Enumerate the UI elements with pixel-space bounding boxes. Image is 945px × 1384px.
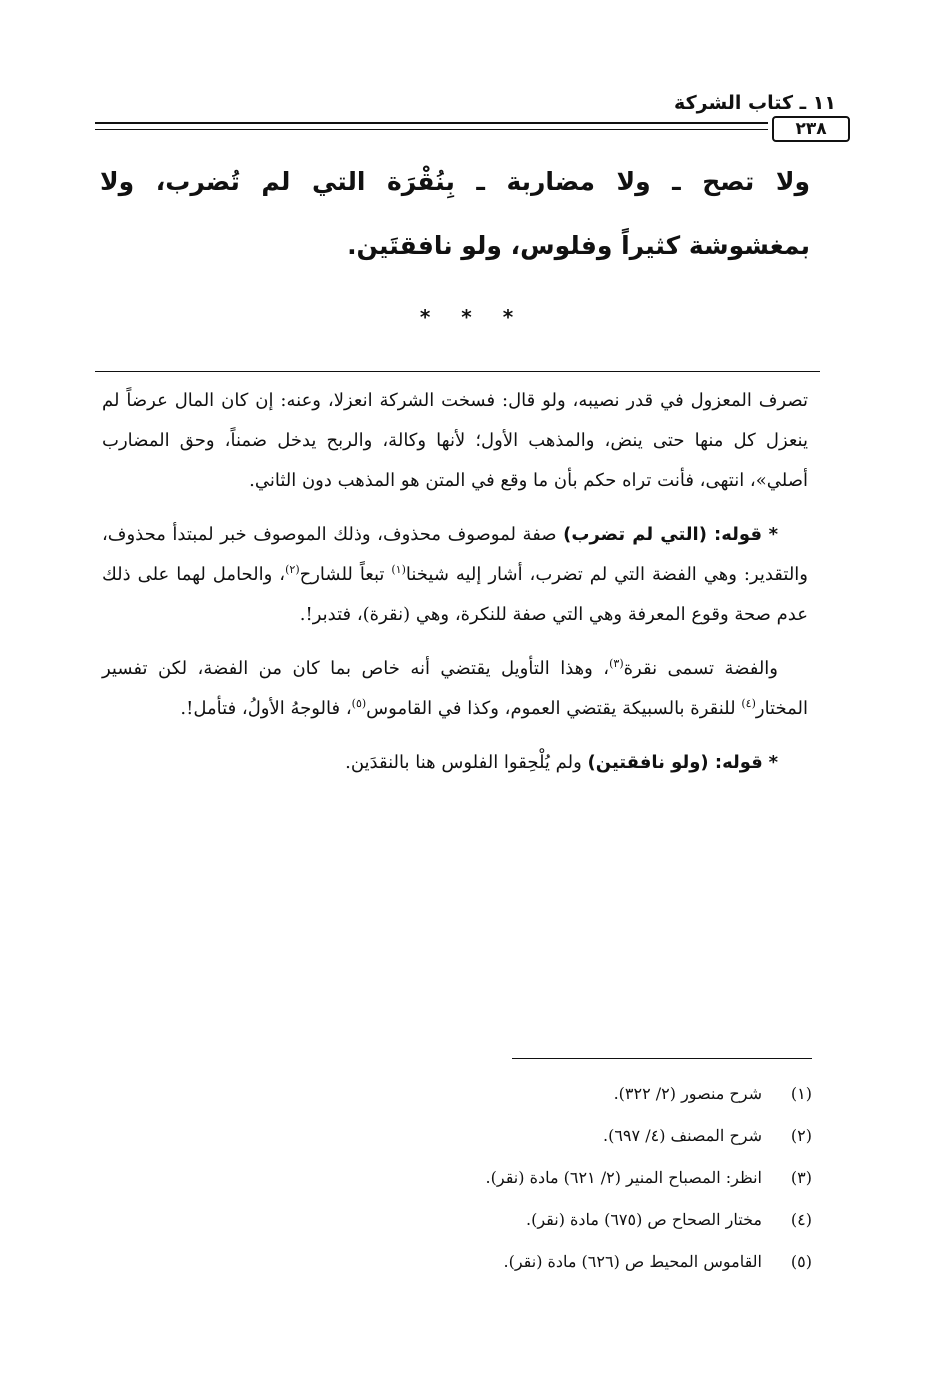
footnote-item (100, 1199, 812, 1241)
footnote-number: (٣) (790, 1168, 812, 1187)
quoted-lemma: قوله: (ولو نافقتين) (587, 752, 763, 773)
paragraph-text: والفضة تسمى نقرة (623, 658, 778, 679)
quoted-lemma: قوله: (التي لم تضرب) (563, 524, 762, 545)
paragraph-text: تبعاً للشارح (299, 564, 392, 585)
footnote-item (100, 1073, 812, 1115)
footnote-number: (٤) (790, 1210, 812, 1229)
footnote-ref-4[interactable]: (٤) (741, 697, 756, 710)
footnote-ref-3[interactable]: (٣) (609, 657, 624, 670)
footnote-rule (512, 1058, 812, 1059)
paragraph-text: ، وهذا التأويل يقتضي أنه خاص بما كان من الفضة، لكن تفسير المختار (102, 658, 808, 719)
commentary-paragraph-2 (102, 515, 808, 635)
paragraph-text: ، فالوجهُ الأولُ، فتأمل!. (180, 698, 352, 719)
footnote-text: شرح منصور (٢/ ٣٢٢). (613, 1084, 762, 1103)
footnote-ref-2[interactable]: (٢) (285, 563, 300, 576)
footnote-number: (١) (790, 1084, 812, 1103)
paragraph-text: ولم يُلْحِقوا الفلوس هنا بالنقدَين. (345, 752, 588, 773)
footnote-number: (٥) (790, 1252, 812, 1271)
main-text: ولا تصح ـ ولا مضاربة ـ بِنُقْرَة التي لم تُضرب، ولا بمغشوشة كثيراً وفلوس، ولو نافقتَين. (100, 167, 810, 260)
commentary-separator-rule (95, 371, 820, 372)
section-separator-stars: * * * (419, 305, 526, 329)
header-rule-thin (95, 129, 768, 130)
footnote-ref-5[interactable]: (٥) (351, 697, 367, 710)
commentary-paragraph-4 (102, 743, 808, 783)
page-number: ٢٣٨ (772, 116, 850, 142)
footnote-number: (٢) (790, 1126, 812, 1145)
footnote-item (100, 1241, 812, 1283)
footnote-text: القاموس المحيط ص (٦٢٦) مادة (نقر). (503, 1252, 762, 1271)
footnotes (100, 1073, 812, 1283)
commentary (102, 381, 808, 797)
footnote-item (100, 1115, 812, 1157)
page-header (95, 92, 850, 142)
footnote-text: مختار الصحاح ص (٦٧٥) مادة (نقر). (526, 1210, 762, 1229)
commentary-paragraph-3 (102, 649, 808, 729)
header-rule-thick (95, 122, 768, 124)
footnote-text: انظر: المصباح المنير (٢/ ٦٢١) مادة (نقر). (485, 1168, 762, 1187)
footnote-text: شرح المصنف (٤/ ٦٩٧). (603, 1126, 762, 1145)
footnote-ref-1[interactable]: (١) (391, 563, 406, 576)
paragraph-text: ، والحامل لهما على ذلك عدم صحة وقوع المعرفة وهي التي صفة للنكرة، وهي (نقرة)، فتدبر!. (102, 564, 808, 625)
star-marker: * (768, 752, 778, 773)
chapter-title: ١١ ـ كتاب الشركة (674, 92, 836, 114)
commentary-paragraph-1: تصرف المعزول في قدر نصيبه، ولو قال: فسخت الشركة انعزلا، وعنه: إن كان المال عرضاً لم ينعزل كل منها حتى ينض، والمذهب الأول؛ لأنها وكالة، والربح يدخل ضمناً، وحق المضارب أصلي»، انتهى، فأنت تراه حكم بأن ما وقع في المتن هو المذهب دون الثاني. (102, 390, 808, 491)
paragraph-text: للنقرة بالسبيكة يقتضي العموم، وكذا في القاموس (366, 698, 742, 719)
main-text-block (100, 150, 810, 278)
star-marker: * (768, 524, 778, 545)
paragraph-text: صفة لموصوف محذوف، وذلك الموصوف خبر لمبتدأ محذوف، والتقدير: وهي الفضة التي لم تضرب، أشار إليه شيخنا (102, 524, 809, 585)
footnote-item (100, 1157, 812, 1199)
